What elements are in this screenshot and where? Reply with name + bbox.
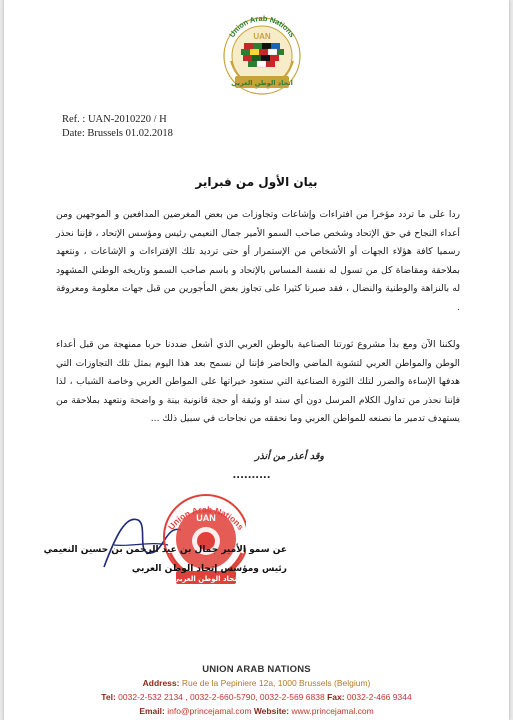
footer-org-name: UNION ARAB NATIONS [202,664,311,675]
address-label: Address: [142,678,180,688]
tel-label: Tel: [101,692,116,702]
email-label: Email: [139,706,165,716]
footer-address-line [4,677,509,689]
paragraph-2: ولكننا الآن ومع بدأ مشروع ثورتنا الصناعية بالوطن العربي الذي أشعل ضددنا حربا ممنهجة من قبل أعداء الوطن والمواطن العربي لتشوية الماضي والحاضر فإننا لن نسمح بعد هذا اليوم بمثل تلك التجاوزات التي هدفها الإساءة والضرر لتلك الثورة الصناعية التي ستعود خيراتها على المواطن العربي وخاصة الشباب ، لذا فإننا نحذر من تداول الكلام المرسل دون أي سند او وثيقة أو حجة قانونية بينة و واضحة ونتعهد بملاحقة من يستهدف تدمير ما نصنعه للمواطن العربي وما نحققه من نجاحات في سبيل ذلك ... [56,339,460,425]
seal-arc-text: Union Arab Nations [166,504,246,532]
closing-dots: .......... [232,470,271,481]
address-value: Rue de la Pepiniere 12a, 1000 Brussels (Belgium) [181,678,371,688]
union-logo [217,6,307,101]
footer-phone-line [4,691,509,703]
website-label: Website: [253,706,290,716]
statement-title: بيان الأول من فبراير [195,175,318,189]
seal-initials: UAN [196,513,216,523]
logo-arc-text: Union Arab Nations [227,13,297,39]
footer [4,664,509,717]
union-logo-graphic [217,6,307,101]
closing-phrase: وقد أعذر من أنذر [254,451,324,462]
reference-block [62,113,173,141]
official-seal [96,475,246,600]
reference-number: Ref. : UAN-2010220 / H [62,114,167,125]
email-link[interactable]: info@princejamal.com [167,706,252,716]
website-link[interactable]: www.princejamal.com [291,706,374,716]
letter-page [4,0,509,720]
logo-arabic-band: اتحاد الوطن العربي [231,79,293,87]
signatory-title: رئيس ومؤسس إتحاد الوطن العربي [131,564,287,574]
fax-label: Fax: [327,692,345,702]
tel-value: 0032-2-532 2134 , 0032-2-660-5790, 0032-2-569 6838 [118,692,325,702]
reference-date: Date: Brussels 01.02.2018 [62,128,173,139]
seal-arabic-band: اتحاد الوطن العربي [172,575,240,583]
logo-initials: UAN [253,32,271,41]
paragraph-1: ردا على ما تردد مؤخرا من افتراءات وإشاعات وتجاوزات من بعض المغرضين المدافعين و الموجهين ومن أعداء النجاح في حق الإتحاد وشخص صاحب السمو الأمير جمال النعيمي رئيس ومؤسس الإتحاد ، فإننا نحذر رسميا كافة هؤلاء الجهات أو الأشخاص من الإستمرار أو حتى ترديد تلك الإفتراءات و الإشاعات ، ونتعهد بملاحقة ومقاضاة كل من تسول له نفسة المساس بالإتحاد و باسم صاحب السمو وتاريخه الوطني المشهود له بالنزاهة والوطنية والنضال ، فقد صبرنا كثيرا على تجاوز بعض المأجورين من قبل جهات معلومة ومعروفة . [56,209,460,313]
footer-contact-line [4,705,509,717]
fax-value: 0032-2-466 9344 [346,692,412,702]
seal-and-signature-graphic [96,475,246,600]
signatory-name: عن سمو الأمير جمال بن عبد الرحمن بن حسين النعيمي [43,545,287,555]
